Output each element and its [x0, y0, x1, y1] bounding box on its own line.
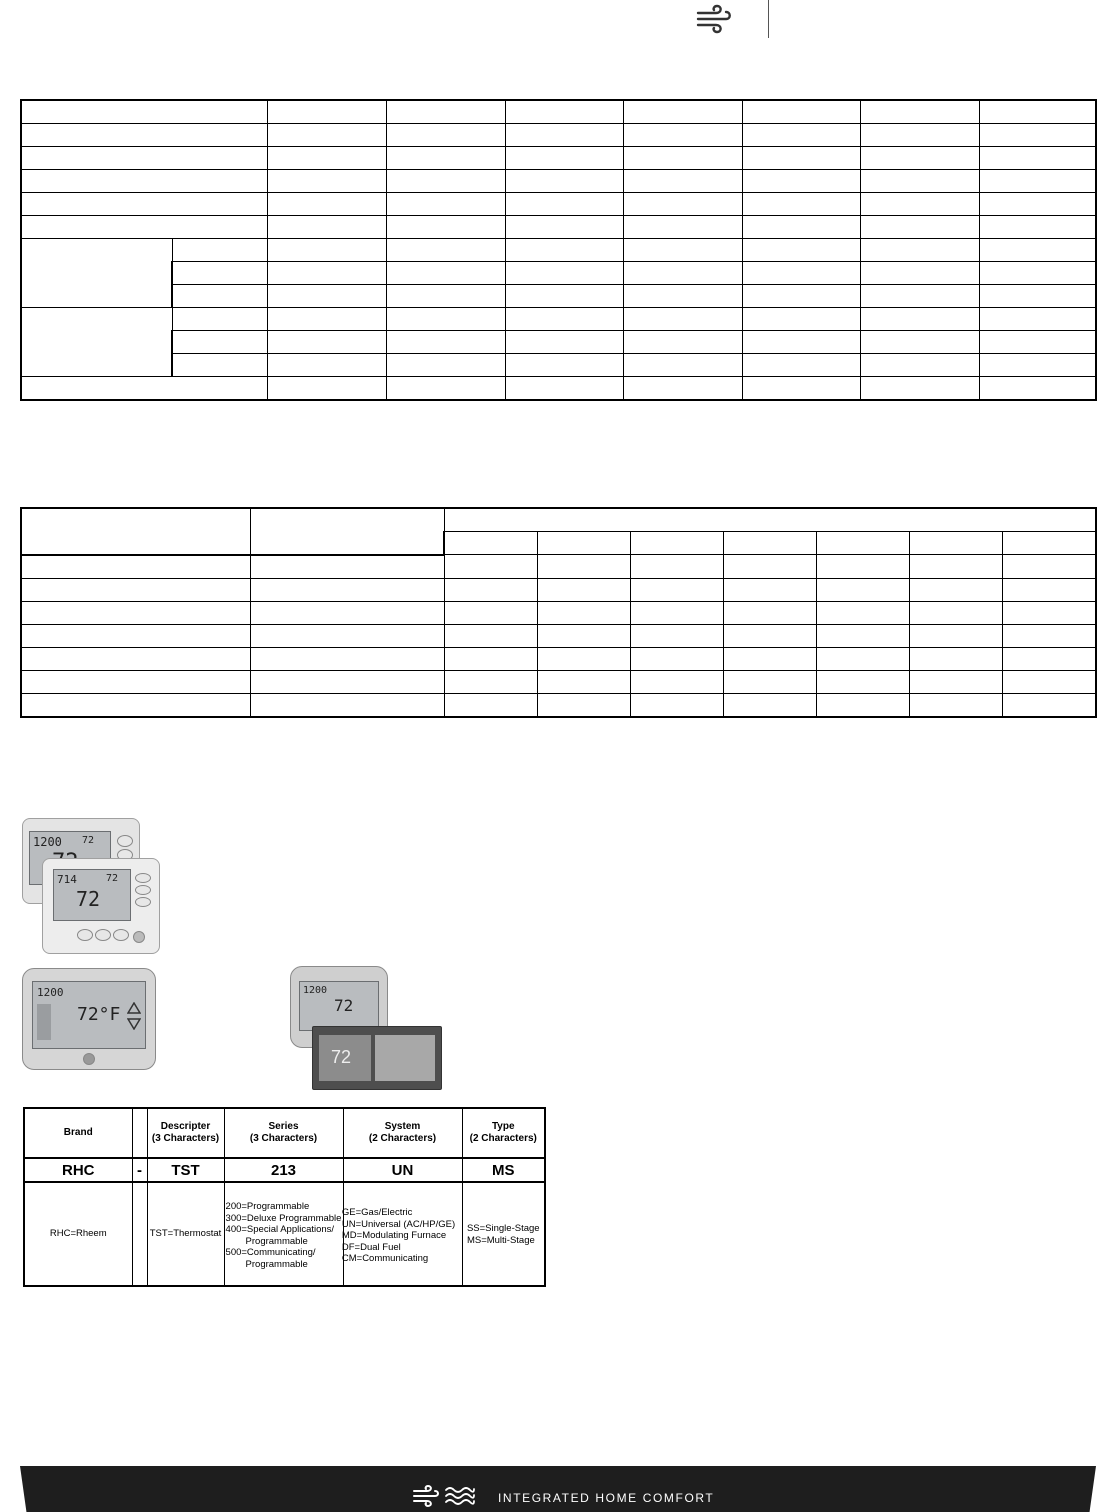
bottom-button	[77, 929, 93, 941]
up-arrow-icon	[127, 1002, 141, 1014]
system-description: GE=Gas/Electric UN=Universal (AC/HP/GE) MD=Modulating Furnace DF=Dual Fuel CM=Communicating	[343, 1182, 462, 1286]
type-description: SS=Single-Stage MS=Multi-Stage	[462, 1182, 545, 1286]
descripter-header: Descripter (3 Characters)	[147, 1108, 224, 1158]
side-button	[135, 873, 151, 883]
dash-description	[132, 1182, 147, 1286]
side-button	[135, 897, 151, 907]
system-code: UN	[343, 1158, 462, 1182]
footer-band	[20, 1466, 1096, 1512]
lcd-screen: 1200 72	[299, 981, 379, 1031]
descripter-code: TST	[147, 1158, 224, 1182]
spec-table-1	[20, 99, 1097, 401]
lcd-screen: 1200 72	[29, 831, 111, 885]
brand-header: Brand	[24, 1108, 132, 1158]
down-arrow-icon	[127, 1018, 141, 1030]
dash-code: -	[132, 1158, 147, 1182]
series-description: 200=Programmable 300=Deluxe Programmable 400=Special Applications/ Programmable 500=Communicating/ Programmable	[224, 1182, 343, 1286]
bottom-button	[95, 929, 111, 941]
spec-table-2	[20, 507, 1097, 718]
lcd-screen: 1200 72°F	[32, 981, 146, 1049]
deluxe-programmable-thermostat-photo	[42, 858, 160, 954]
descripter-description: TST=Thermostat	[147, 1182, 224, 1286]
wind-icon	[696, 4, 732, 34]
type-code: MS	[462, 1158, 545, 1182]
special-applications-thermostat-photo	[22, 968, 156, 1070]
footer-tagline: INTEGRATED HOME COMFORT	[498, 1491, 715, 1505]
model-number-table	[23, 1107, 546, 1287]
control-keypad	[375, 1035, 435, 1081]
up-button	[117, 835, 133, 847]
bottom-button	[113, 929, 129, 941]
lcd-screen: 714 72 72	[53, 869, 131, 921]
logo-badge	[83, 1053, 95, 1065]
dash-header	[132, 1108, 147, 1158]
series-header: Series (3 Characters)	[224, 1108, 343, 1158]
header-logo	[696, 4, 732, 39]
wind-icon	[412, 1484, 440, 1508]
logo-button	[133, 931, 145, 943]
communicating-control-panel-photo: 72	[312, 1026, 442, 1090]
header-divider	[768, 0, 769, 38]
type-header: Type (2 Characters)	[462, 1108, 545, 1158]
system-header: System (2 Characters)	[343, 1108, 462, 1158]
brand-description: RHC=Rheem	[24, 1182, 132, 1286]
brand-code: RHC	[24, 1158, 132, 1182]
series-code: 213	[224, 1158, 343, 1182]
water-icon	[444, 1486, 476, 1506]
side-button	[135, 885, 151, 895]
side-keys	[37, 1004, 51, 1040]
